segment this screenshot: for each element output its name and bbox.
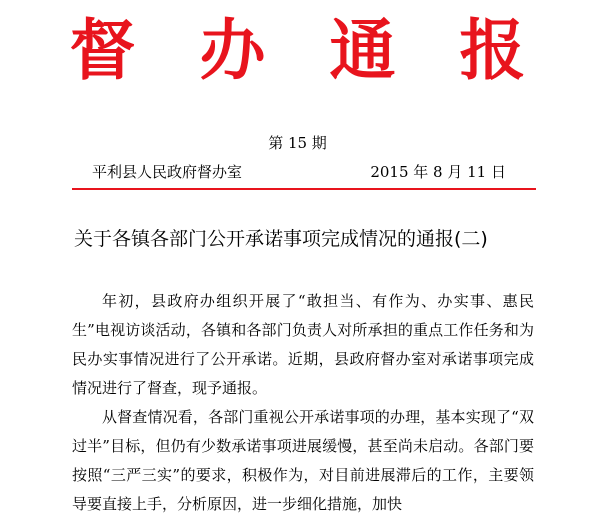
masthead-char: 办 (199, 11, 266, 89)
body-paragraph: 从督查情况看，各部门重视公开承诺事项的办理，基本实现了“双过半”目标，但仍有少数承诺事项进展缓慢，甚至尚未启动。各部门要按照“三严三实”的要求，积极作为，对目前进展滞后的工作，主要领导要直接上手，分析原因，进一步细化措施，加快 (72, 408, 534, 513)
masthead-title (0, 10, 595, 90)
document-body (72, 287, 534, 519)
body-paragraph: 年初，县政府办组织开展了“敢担当、有作为、办实事、惠民生”电视访谈活动，各镇和各部门负责人对所承担的重点工作任务和为民办实事情况进行了公开承诺。近期，县政府督办室对承诺事项完成情况进行了督查，现予通报。 (72, 292, 534, 397)
issue-number: 第 15 期 (268, 134, 327, 152)
masthead-char: 督 (69, 11, 136, 89)
red-divider (72, 188, 536, 190)
masthead-char: 通 (329, 11, 396, 89)
document-title: 关于各镇各部门公开承诺事项完成情况的通报(二) (74, 228, 488, 250)
issue-date: 2015 年 8 月 11 日 (370, 163, 506, 181)
issuer-name: 平利县人民政府督办室 (92, 163, 243, 181)
masthead-char: 报 (459, 11, 526, 89)
